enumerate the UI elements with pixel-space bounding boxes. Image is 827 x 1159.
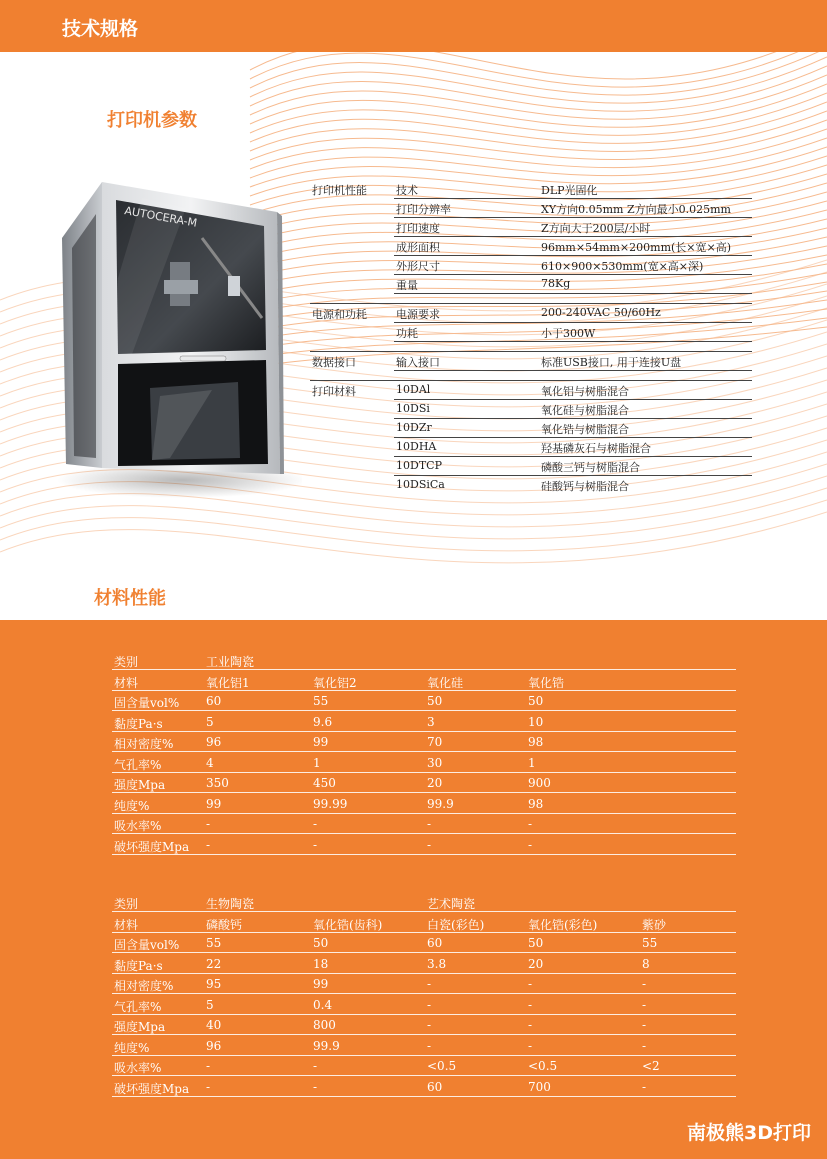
spec-category: 数据接口: [312, 356, 356, 369]
row-label: 相对密度%: [114, 737, 174, 751]
row-label: 相对密度%: [114, 979, 174, 993]
material-panel: [0, 620, 827, 1159]
table-cell: 98: [528, 796, 544, 811]
spec-row: [310, 256, 752, 275]
spec-key: 功耗: [396, 327, 418, 340]
spec-value: 小于300W: [541, 327, 596, 340]
table-cell: 氧化锆(齿科): [313, 917, 383, 932]
table-cell: -: [206, 837, 211, 852]
spec-category: 打印机性能: [312, 184, 367, 197]
row-label: 吸水率%: [114, 1061, 162, 1075]
table-cell: 800: [313, 1018, 336, 1032]
table-row: [112, 954, 736, 974]
section-title-printer-params: 打印机参数: [107, 110, 197, 131]
header-bar: [0, 0, 827, 52]
table-cell: 60: [206, 694, 222, 708]
spec-row: [310, 275, 752, 294]
spec-key: 打印速度: [396, 222, 440, 235]
table-cell: 8: [642, 956, 650, 971]
table-cell: 99.9: [427, 796, 454, 811]
spec-key: 10DHA: [396, 440, 437, 453]
spec-key: 电源要求: [396, 308, 440, 321]
row-label: 强度Mpa: [114, 778, 166, 792]
table-cell: -: [528, 997, 533, 1012]
table-cell: 350: [206, 776, 229, 790]
table-cell: -: [427, 817, 432, 831]
table-cell: 96: [206, 735, 222, 749]
table-cell: 白瓷(彩色): [427, 917, 485, 932]
spec-row: [310, 218, 752, 237]
spec-key: 外形尺寸: [396, 260, 440, 273]
spec-value: 氧化硅与树脂混合: [541, 404, 629, 417]
table-row: [112, 933, 736, 953]
table-cell: -: [528, 817, 533, 831]
row-label: 破坏强度Mpa: [114, 839, 190, 854]
table-cell: -: [206, 1079, 211, 1094]
table-cell: 工业陶瓷: [206, 655, 255, 669]
spec-row: [310, 476, 752, 495]
row-label: 破坏强度Mpa: [114, 1081, 190, 1096]
table-cell: 1: [528, 755, 536, 770]
table-cell: 磷酸钙: [206, 917, 243, 932]
spec-row: [310, 199, 752, 218]
table-row: [112, 913, 736, 933]
table-cell: -: [313, 837, 318, 852]
spec-row: [310, 381, 752, 400]
row-label: 气孔率%: [114, 999, 162, 1014]
table-row: [112, 974, 736, 994]
table-cell: 99: [206, 796, 222, 811]
table-cell: <2: [642, 1059, 660, 1073]
spec-value: Z方向大于200层/小时: [541, 222, 651, 235]
section-title-material-perf: 材料性能: [94, 588, 166, 609]
table-cell: 4: [206, 755, 214, 770]
table-cell: 50: [528, 694, 544, 708]
table-row: [112, 814, 736, 834]
table-cell: 氧化铝1: [206, 675, 250, 690]
spec-key: 10DZr: [396, 421, 432, 434]
row-label: 类别: [114, 897, 139, 911]
spec-value: XY方向0.05mm Z方向最小0.025mm: [541, 203, 731, 216]
table-cell: -: [427, 837, 432, 852]
row-label: 固含量vol%: [114, 938, 180, 952]
printer-model-label: AUTOCERA-M: [123, 204, 199, 230]
table-cell: -: [206, 1059, 211, 1073]
table-cell: 99: [313, 977, 329, 991]
spec-value: 氧化铝与树脂混合: [541, 385, 629, 398]
table-row: [112, 1077, 736, 1097]
table-cell: -: [528, 1038, 533, 1053]
spec-row: [310, 304, 752, 323]
table-cell: 55: [642, 936, 658, 950]
spec-row: [310, 457, 752, 476]
table-row: [112, 712, 736, 732]
table-cell: 40: [206, 1018, 222, 1032]
spec-row: [310, 419, 752, 438]
table-cell: -: [528, 1018, 533, 1032]
row-label: 纯度%: [114, 1040, 150, 1055]
table-cell: 18: [313, 956, 329, 971]
spec-value: 610×900×530mm(宽×高×深): [541, 260, 704, 273]
table-cell: 3.8: [427, 956, 447, 971]
table-cell: 50: [313, 936, 329, 950]
table-cell: -: [642, 1038, 647, 1053]
spec-value: 氧化锆与树脂混合: [541, 423, 629, 436]
table-cell: 22: [206, 956, 222, 971]
table-cell: -: [313, 817, 318, 831]
table-cell: 70: [427, 735, 443, 749]
brand-logo-text: 南极熊3D打印: [687, 1122, 811, 1144]
spec-value: 标准USB接口, 用于连接U盘: [541, 356, 682, 369]
table-cell: 氧化硅: [427, 675, 464, 690]
spec-value: 羟基磷灰石与树脂混合: [541, 442, 651, 455]
spec-category: 电源和功耗: [312, 308, 367, 321]
spec-key: 技术: [396, 184, 418, 197]
printer-image: [52, 168, 302, 498]
spec-key: 10DAl: [396, 383, 431, 396]
spec-value: 96mm×54mm×200mm(长×宽×高): [541, 241, 732, 254]
spec-value: 200-240VAC 50/60Hz: [541, 306, 661, 319]
spec-row-divider: [394, 370, 752, 371]
row-label: 强度Mpa: [114, 1020, 166, 1034]
spec-key: 10DSiCa: [396, 478, 445, 491]
table-cell: -: [528, 977, 533, 991]
table-cell: 95: [206, 977, 222, 991]
row-label: 材料: [114, 675, 139, 690]
table-cell: 55: [206, 936, 222, 950]
table-cell: 50: [528, 936, 544, 950]
spec-key: 10DSi: [396, 402, 430, 415]
table-cell: 50: [427, 694, 443, 708]
spec-row: [310, 352, 752, 371]
table-cell: -: [427, 1018, 432, 1032]
table-cell: 紫砂: [642, 917, 667, 932]
spec-value: 磷酸三钙与树脂混合: [541, 461, 640, 474]
table-cell: 1: [313, 755, 321, 770]
spec-key: 10DTCP: [396, 459, 442, 472]
table-cell: <0.5: [427, 1059, 457, 1073]
table-cell: 10: [528, 714, 544, 729]
table-cell: -: [313, 1059, 318, 1073]
table-cell: -: [642, 997, 647, 1012]
row-label: 吸水率%: [114, 819, 162, 833]
table-cell: -: [206, 817, 211, 831]
table-cell: 99.99: [313, 796, 348, 811]
table-cell: 98: [528, 735, 544, 749]
table-row: [112, 732, 736, 752]
spec-row-divider: [394, 341, 752, 342]
table-cell: 450: [313, 776, 336, 790]
table-row: [112, 671, 736, 691]
table-cell: 0.4: [313, 997, 333, 1012]
table-cell: -: [642, 977, 647, 991]
table-cell: 5: [206, 997, 214, 1012]
row-label: 固含量vol%: [114, 696, 180, 710]
row-label: 黏度Pa·s: [114, 958, 163, 973]
spec-row: [310, 400, 752, 419]
table-cell: 700: [528, 1079, 551, 1094]
spec-category: 打印材料: [312, 385, 356, 398]
table-row: [112, 773, 736, 793]
table-cell: 900: [528, 776, 551, 790]
table-cell: 96: [206, 1038, 222, 1053]
table-row: [112, 1056, 736, 1076]
table-cell: 60: [427, 1079, 443, 1094]
table-cell: -: [427, 997, 432, 1012]
spec-value: DLP光固化: [541, 184, 598, 197]
spec-row: [310, 237, 752, 256]
table-header-row: [112, 650, 736, 670]
table-cell: 30: [427, 755, 443, 770]
table-cell: -: [427, 1038, 432, 1053]
wave-line: [250, 129, 827, 169]
wave-line: [250, 138, 827, 178]
table-cell: 5: [206, 714, 214, 729]
table-row: [112, 794, 736, 814]
table-cell: 20: [528, 956, 544, 971]
table-row: [112, 1015, 736, 1035]
table-row: [112, 691, 736, 711]
spec-value: 硅酸钙与树脂混合: [541, 480, 629, 493]
table-cell: -: [642, 1079, 647, 1094]
row-label: 纯度%: [114, 798, 150, 813]
table-cell: 60: [427, 936, 443, 950]
table-cell: 氧化铝2: [313, 675, 357, 690]
table-cell: 艺术陶瓷: [427, 897, 476, 911]
spec-row-divider: [394, 293, 752, 294]
row-label: 气孔率%: [114, 757, 162, 772]
spec-value: 78Kg: [541, 277, 571, 290]
spec-row: [310, 323, 752, 342]
table-cell: 55: [313, 694, 329, 708]
table-row: [112, 1036, 736, 1056]
spec-key: 重量: [396, 279, 418, 292]
spec-key: 输入接口: [396, 356, 440, 369]
table-header-row: [112, 892, 736, 912]
table-cell: 氧化锆: [528, 675, 565, 690]
spec-row: [310, 438, 752, 457]
table-cell: 99: [313, 735, 329, 749]
table-cell: -: [313, 1079, 318, 1094]
table-cell: -: [528, 837, 533, 852]
table-cell: -: [427, 977, 432, 991]
table-cell: 9.6: [313, 714, 333, 729]
table-cell: 20: [427, 776, 443, 790]
spec-key: 打印分辨率: [396, 203, 451, 216]
table-cell: <0.5: [528, 1059, 558, 1073]
spec-key: 成形面积: [396, 241, 440, 254]
table-cell: 氧化锆(彩色): [528, 917, 598, 932]
table-row: [112, 995, 736, 1015]
table-row: [112, 753, 736, 773]
table-cell: -: [642, 1018, 647, 1032]
row-label: 黏度Pa·s: [114, 716, 163, 731]
table-cell: 3: [427, 714, 435, 729]
spec-row: [310, 180, 752, 199]
table-cell: 生物陶瓷: [206, 897, 255, 911]
page-title: 技术规格: [62, 18, 139, 40]
row-label: 类别: [114, 655, 139, 669]
table-cell: 99.9: [313, 1038, 340, 1053]
row-label: 材料: [114, 917, 139, 932]
table-row: [112, 835, 736, 855]
